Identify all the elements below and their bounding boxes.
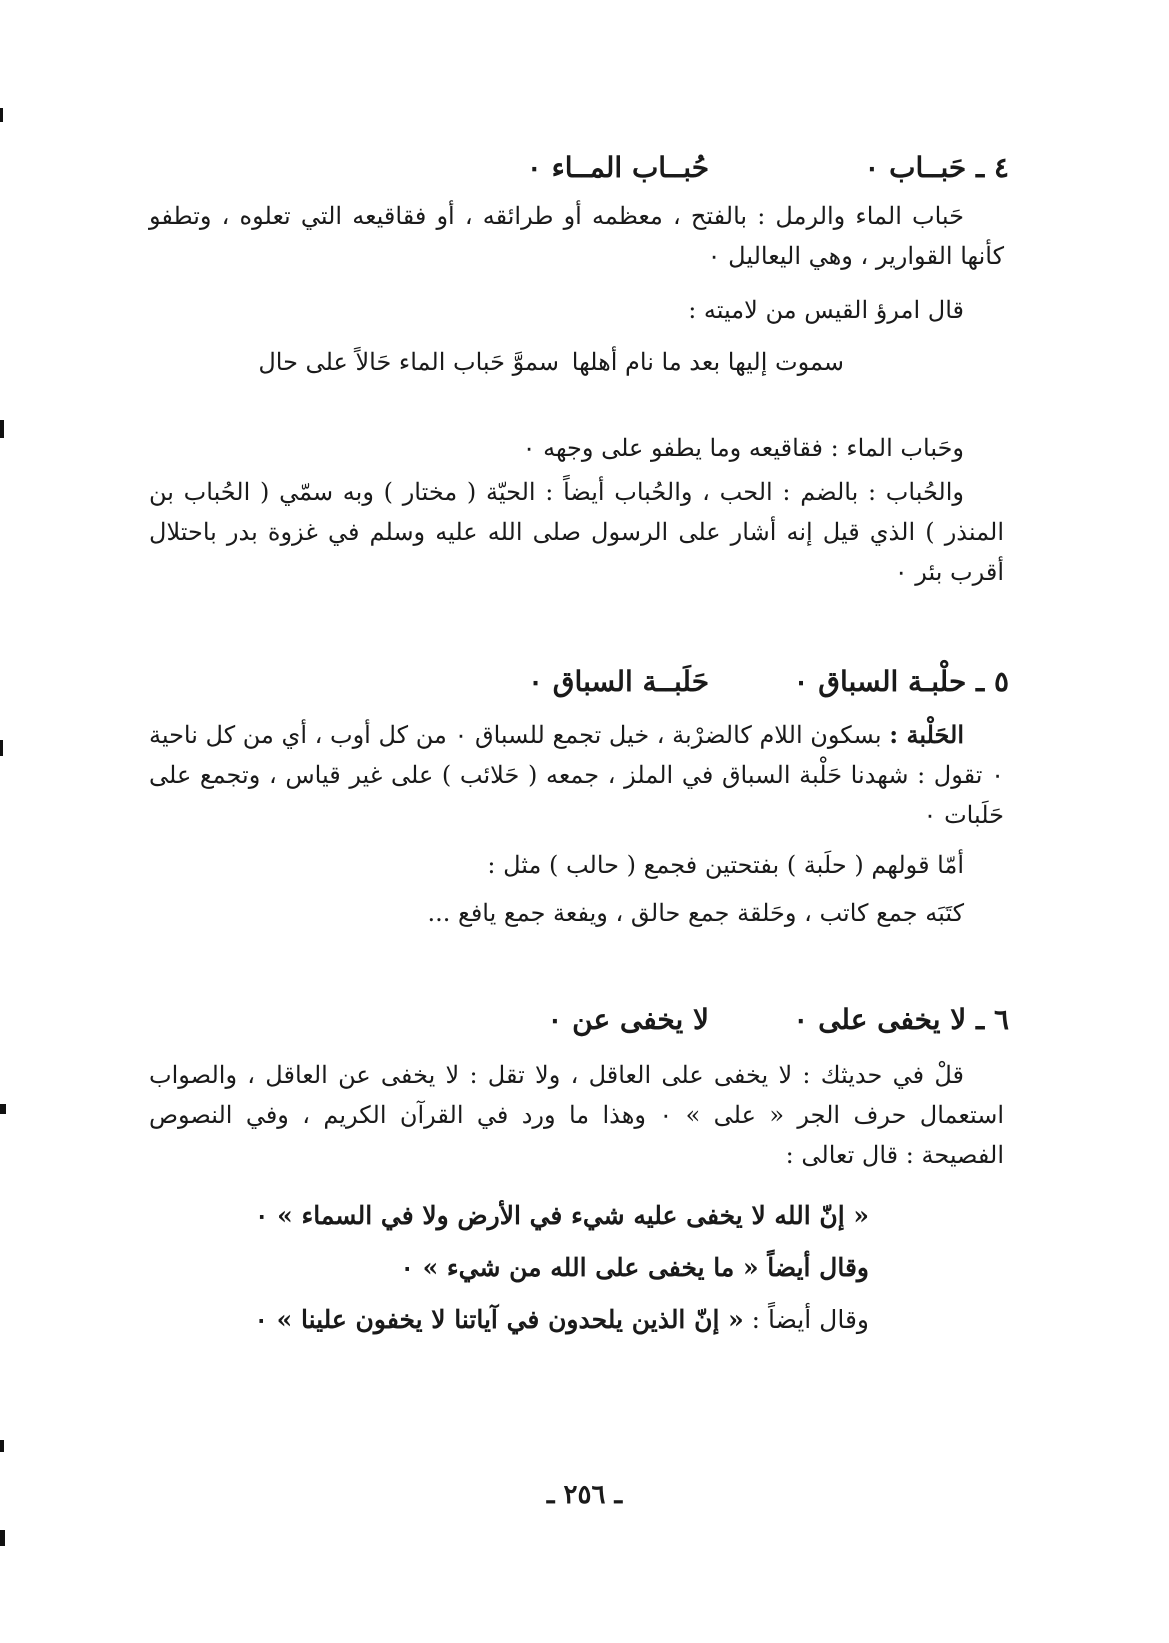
section-6-para-1: قلْ في حديثك : لا يخفى على العاقل ، ولا تقل : لا يخفى عن العاقل ، والصواب استعمال حرف الجر « على » ٠ وهذا ما ورد في القرآن الكريم ، وفي النصوص الفصيحة : قال تعالى : [149, 1061, 1004, 1169]
section-4-heading-left: حُبــاب المــاء ٠ [526, 151, 709, 184]
section-4-heading [149, 146, 1009, 190]
scan-mark [0, 420, 4, 438]
section-5-para-1 [149, 715, 1004, 835]
quran-quote-3-line [254, 1300, 869, 1340]
section-4-body [149, 196, 1004, 330]
scan-mark [0, 740, 3, 756]
section-5-para-2: أمّا قولهم ( حلَبة ) بفتحتين فجمع ( حالب ) مثل : [487, 851, 964, 879]
section-6-heading-left: لا يخفى عن ٠ [547, 1003, 709, 1036]
quote-2-prefix: وقال أيضاً [758, 1253, 869, 1282]
section-4-heading-right: ٤ ـ حَبــاب ٠ [864, 151, 1009, 184]
section-4-para-2: قال امرؤ القيس من لاميته : [688, 296, 964, 324]
scan-mark [0, 1440, 4, 1452]
section-5-para-3: كتَبَه جمع كاتب ، وحَلقة جمع حالق ، ويفعة جمع يافع ... [427, 899, 964, 927]
quran-quote-3: « إنّ الذين يلحدون في آياتنا لا يخفون علينا » ٠ [254, 1305, 744, 1334]
scan-mark [0, 108, 3, 122]
poem-verse [0, 342, 1169, 382]
page-number: ـ ٢٥٦ ـ [546, 1480, 623, 1510]
term-halba: الحَلْبة : [889, 720, 964, 749]
quran-quote-2: « ما يخفى على الله من شيء » ٠ [400, 1253, 759, 1282]
scan-mark [0, 1530, 5, 1546]
quran-quote-1: « إنّ الله لا يخفى عليه شيء في الأرض ولا في السماء » ٠ [255, 1201, 869, 1230]
scan-mark [0, 1104, 6, 1114]
section-4-para-1: حَباب الماء والرمل : بالفتح ، معظمه أو طرائقه ، أو فقاقيعه التي تعلوه ، وتطفو كأنها القوارير ، وهي اليعاليل ٠ [149, 202, 1004, 270]
section-5-heading-right: ٥ ـ حلْبـة السباق ٠ [793, 665, 1009, 698]
section-4-para-3: وحَباب الماء : فقاقيعه وما يطفو على وجهه ٠ [522, 434, 964, 462]
section-6-body [149, 1055, 1004, 1175]
quran-quote-2-line [400, 1248, 869, 1288]
section-4-body-2 [149, 428, 1004, 592]
section-4-para-4: والحُباب : بالضم : الحب ، والحُباب أيضاً : الحيّة ( مختار ) وبه سمّي ( الحُباب بن المنذر ) الذي قيل إنه أشار على الرسول صلى الله عليه وسلم في غزوة بدر باحتلال أقرب بئر ٠ [149, 478, 1004, 586]
section-5-heading-left: حَلَبــة السباق ٠ [528, 665, 709, 698]
section-6-heading-right: ٦ ـ لا يخفى على ٠ [793, 1003, 1009, 1036]
section-5-para-1-text: بسكون اللام كالضرْبة ، خيل تجمع للسباق ٠ من كل أوب ، أي من كل ناحية ٠ تقول : شهدنا حَلْبة السباق في الملز ، جمعه ( حَلائب ) على غير قياس ، وتجمع على حَلَبات ٠ [148, 721, 1004, 829]
section-5-heading [149, 660, 1009, 704]
verse-second-hemistich: سموَّ حَباب الماء حَالاً على حال [258, 348, 559, 376]
verse-first-hemistich: سموت إليها بعد ما نام أهلها [571, 348, 844, 376]
section-6-heading [149, 998, 1009, 1042]
section-5-body [149, 715, 1004, 933]
quote-3-prefix: وقال أيضاً : [743, 1305, 869, 1334]
